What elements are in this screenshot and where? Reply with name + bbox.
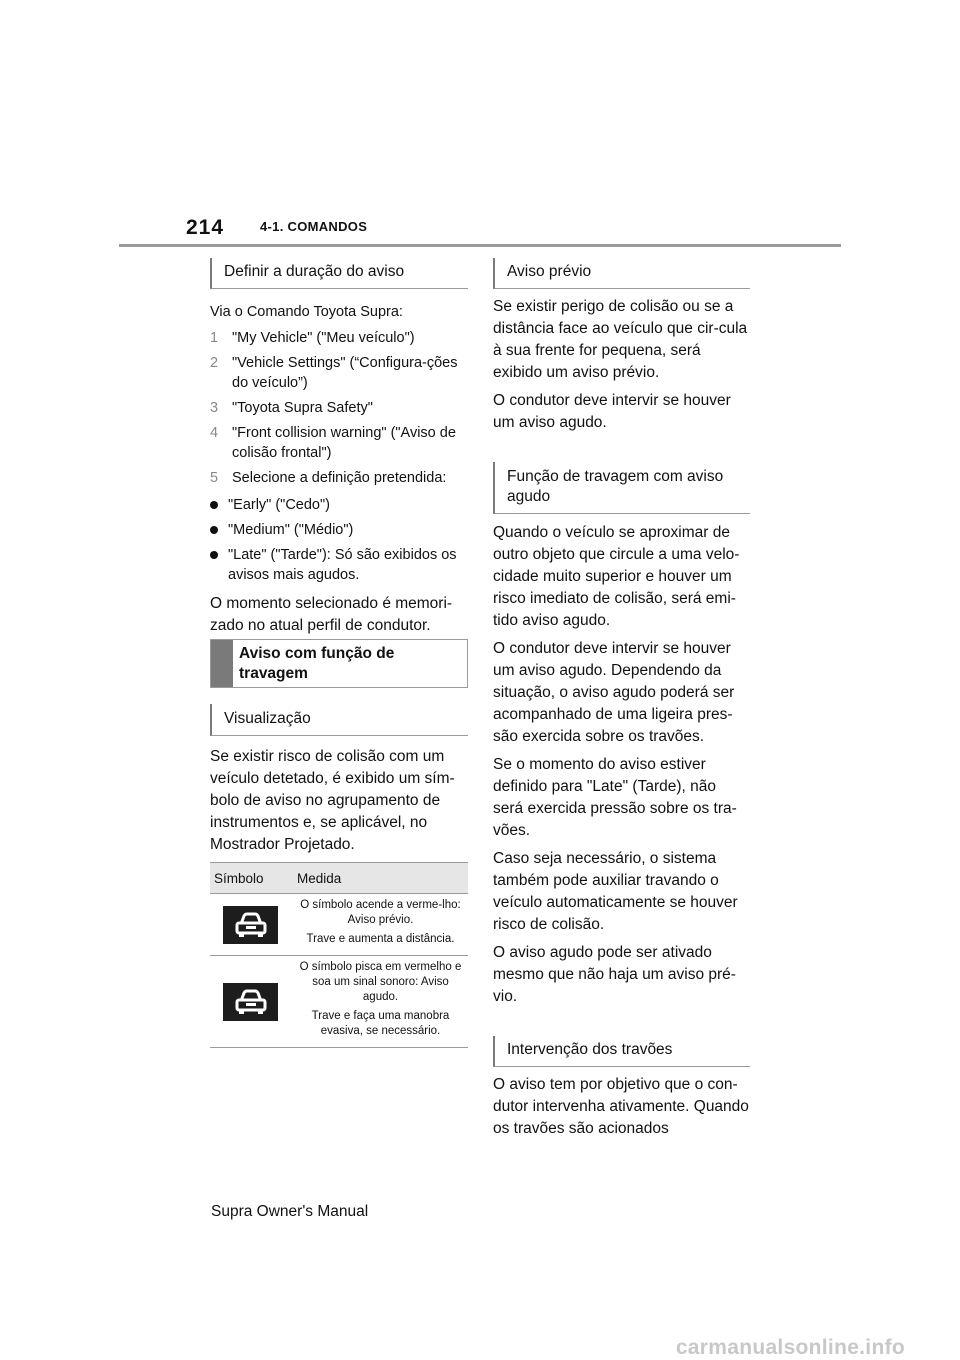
measure-line: O símbolo acende a verme-lho: Aviso prévio. <box>300 899 461 926</box>
symbol-table <box>210 862 468 1048</box>
step-item <box>210 398 468 418</box>
bullet-icon <box>210 501 218 509</box>
symbol-cell <box>210 956 293 1048</box>
brake-text: Se o momento do aviso estiver definido para "Late" (Tarde), não será exercida pressão sobre os tra-vões. <box>493 756 737 839</box>
bullet-item <box>210 520 468 540</box>
measure-cell <box>293 956 468 1048</box>
right-column <box>493 258 750 1140</box>
step-item <box>210 353 468 393</box>
visual-text: Se existir risco de colisão com um veículo detetado, é exibido um sím-bolo de aviso no agrupamento de instrumentos e, se aplicável, no Mostrador Projetado. <box>210 748 455 853</box>
heading-bar <box>211 640 233 687</box>
prior-text: O condutor deve intervir se houver um aviso agudo. <box>493 392 731 431</box>
brake-text: O condutor deve intervir se houver um aviso agudo. Dependendo da situação, o aviso agudo poderá ser acompanhado de uma ligeira pres-são exercida sobre os travões. <box>493 640 735 745</box>
page-number: 214 <box>186 216 225 239</box>
step-text: "Toyota Supra Safety" <box>232 400 373 416</box>
left-column-visual <box>210 704 468 856</box>
step-text: "Vehicle Settings" (“Configura-ções do veículo”) <box>232 355 458 391</box>
section-heading: Aviso com função de travagem <box>239 645 395 682</box>
watermark: carmanualsonline.info <box>675 1336 905 1359</box>
step-number: 4 <box>210 425 219 441</box>
note-text: O momento selecionado é memori-zado no atual perfil de condutor. <box>210 595 453 634</box>
step-number: 1 <box>210 330 219 346</box>
bullet-text: "Late" ("Tarde"): Só são exibidos os avisos mais agudos. <box>228 547 457 583</box>
subhead-brake: Função de travagem com aviso agudo <box>493 462 750 514</box>
step-number: 5 <box>210 470 219 486</box>
symbol-cell <box>210 894 293 956</box>
car-front-warning-icon <box>223 906 278 944</box>
step-number: 2 <box>210 355 219 371</box>
subhead-intervention: Intervenção dos travões <box>493 1036 750 1067</box>
symbol-column-header: Símbolo <box>210 863 293 894</box>
brake-text: O aviso agudo pode ser ativado mesmo que não haja um aviso pré-vio. <box>493 944 736 1005</box>
measure-column-header: Medida <box>293 863 468 894</box>
bullet-icon <box>210 551 218 559</box>
brake-text: Caso seja necessário, o sistema também pode auxiliar travando o veículo automaticamente se houver risco de colisão. <box>493 850 738 933</box>
step-number: 3 <box>210 400 219 416</box>
left-column-top <box>210 258 468 637</box>
step-text: "My Vehicle" ("Meu veículo") <box>232 330 415 346</box>
bullet-text: "Early" ("Cedo") <box>228 497 330 513</box>
subhead-duration: Definir a duração do aviso <box>210 258 468 289</box>
step-item <box>210 468 468 488</box>
subhead-visual: Visualização <box>210 704 468 736</box>
car-front-warning-icon <box>223 983 278 1021</box>
intervention-text: O aviso tem por objetivo que o con-dutor intervenha ativamente. Quando os travões são acionados <box>493 1076 749 1137</box>
measure-line: Trave e faça uma manobra evasiva, se necessário. <box>311 1010 450 1037</box>
step-item <box>210 423 468 463</box>
bullet-text: "Medium" ("Médio") <box>228 522 354 538</box>
section-title: 4-1. COMANDOS <box>260 219 368 234</box>
bullet-item <box>210 495 468 515</box>
bullet-item <box>210 545 468 585</box>
brake-text: Quando o veículo se aproximar de outro objeto que circule a uma velo-cidade muito superior e houver um risco imediato de colisão, será emi-tido aviso agudo. <box>493 524 740 629</box>
step-text: "Front collision warning" ("Aviso de colisão frontal") <box>232 425 456 461</box>
section-heading-box <box>210 639 468 688</box>
intro-text: Via o Comando Toyota Supra: <box>210 304 403 320</box>
subhead-prior: Aviso prévio <box>493 258 750 289</box>
footer-text: Supra Owner's Manual <box>211 1203 369 1220</box>
measure-line: Trave e aumenta a distância. <box>306 933 455 945</box>
header-divider <box>119 244 841 247</box>
step-item <box>210 328 468 348</box>
step-text: Selecione a definição pretendida: <box>232 470 447 486</box>
measure-line: O símbolo pisca em vermelho e soa um sinal sonoro: Aviso agudo. <box>299 961 462 1003</box>
measure-cell <box>293 894 468 956</box>
table-row <box>210 894 468 956</box>
prior-text: Se existir perigo de colisão ou se a distância face ao veículo que cir-cula à sua frente for pequena, será exibido um aviso prévio. <box>493 298 748 381</box>
table-row <box>210 956 468 1048</box>
bullet-icon <box>210 526 218 534</box>
